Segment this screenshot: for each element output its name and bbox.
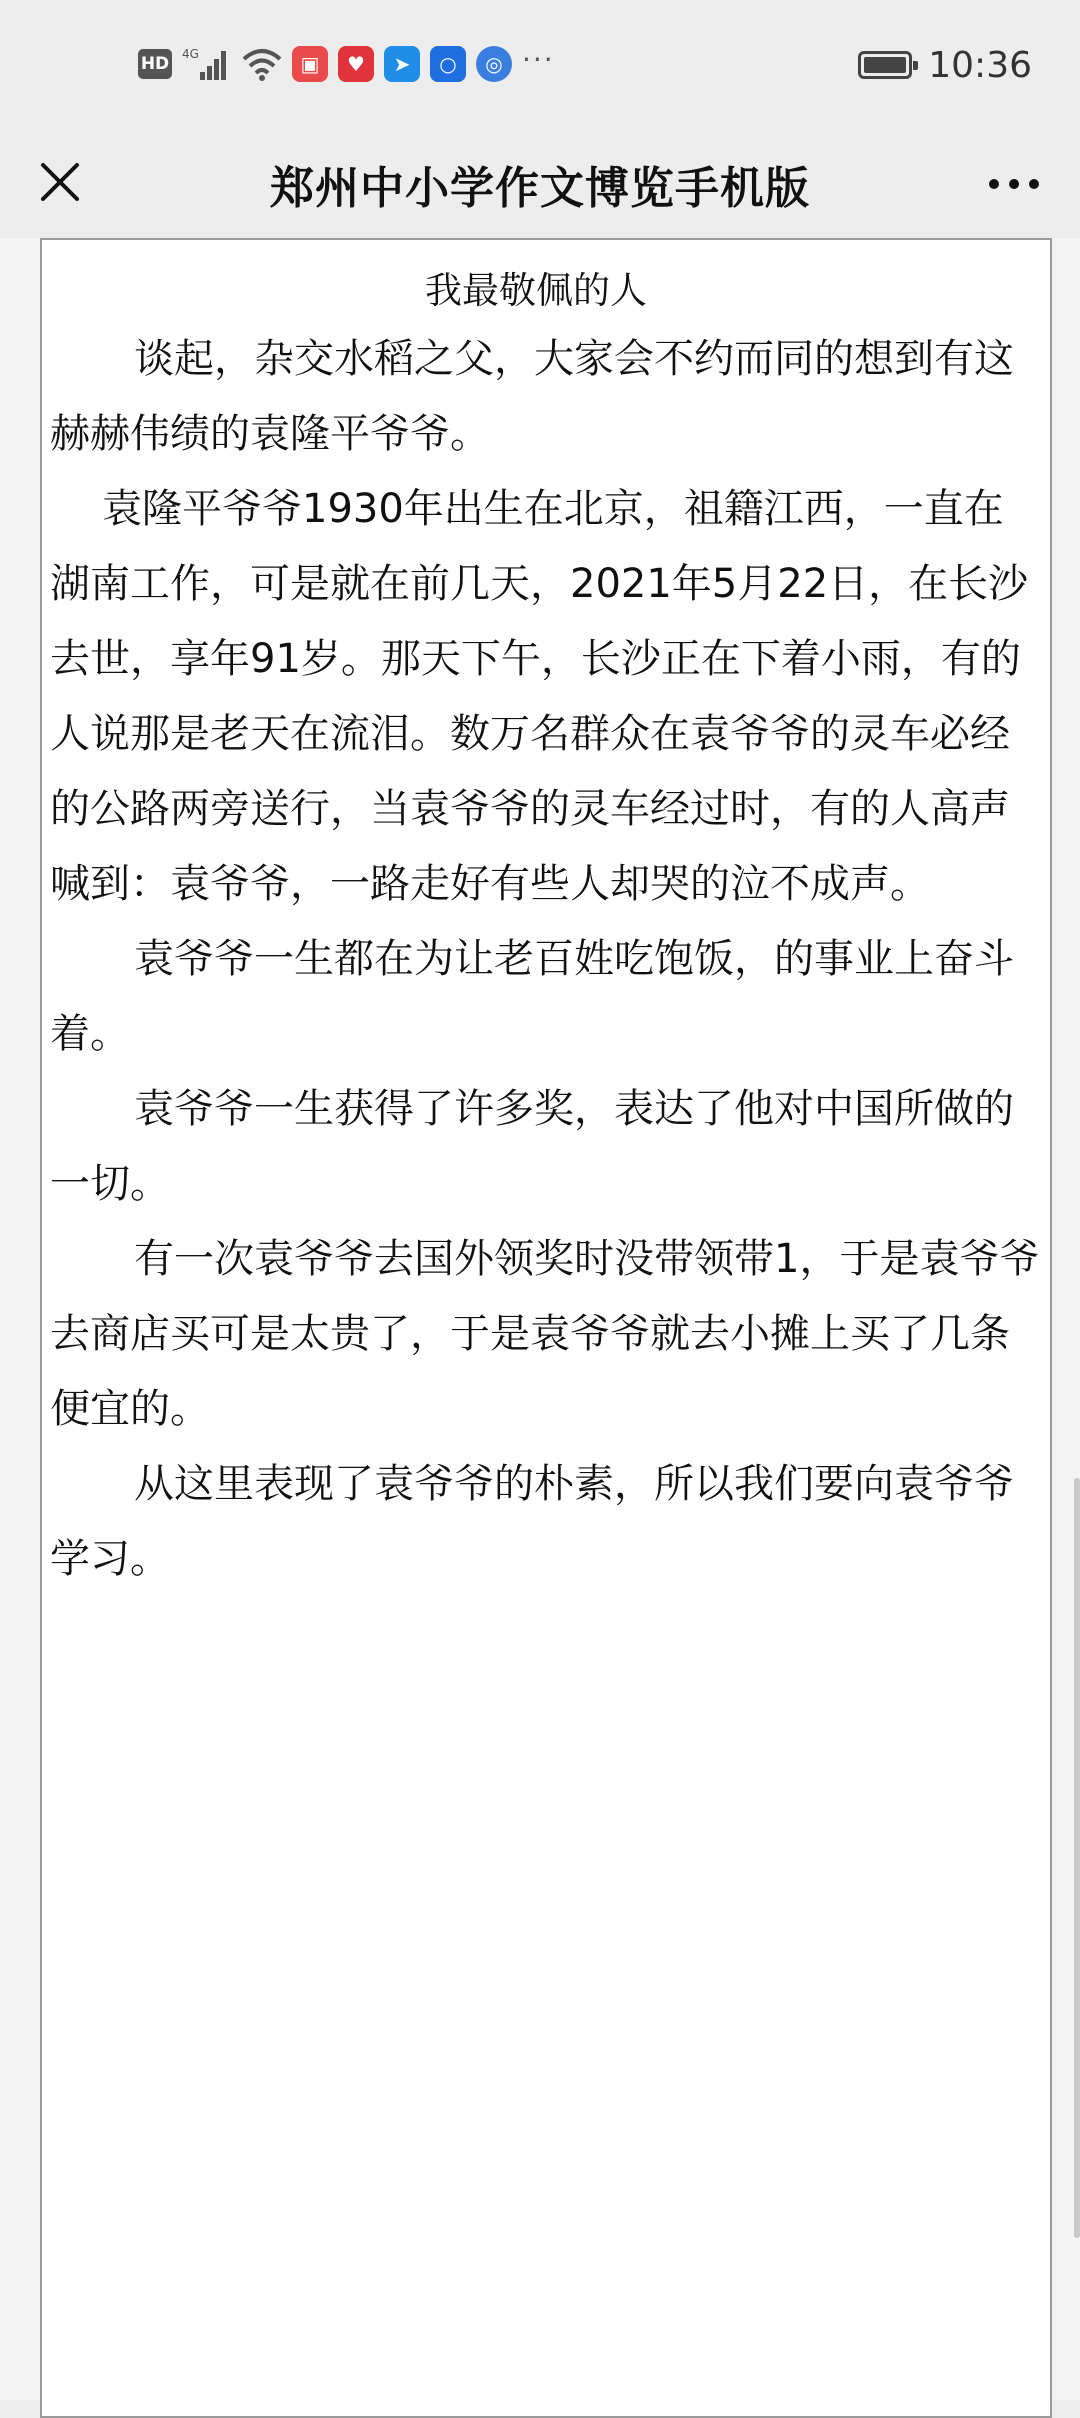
article-paragraph: 袁隆平爷爷1930年出生在北京，祖籍江西，一直在湖南工作，可是就在前几天，2021年5月22日，在长沙去世，享年91岁。那天下午，长沙正在下着小雨，有的人说那是老天在流泪。数万名群众在袁爷爷的灵车必经的公路两旁送行，当袁爷爷的灵车经过时，有的人高声喊到：袁爷爷，一路走好有些人却哭的泣不成声。 xyxy=(50,486,1029,907)
huawei-app-icon: ▣ xyxy=(292,46,328,82)
article-frame xyxy=(40,238,1052,2418)
dot-icon xyxy=(1029,179,1039,189)
dot-icon xyxy=(989,179,999,189)
battery-icon xyxy=(858,51,912,79)
nav-bar xyxy=(0,130,1080,238)
status-bar xyxy=(0,0,1080,130)
scrollbar[interactable] xyxy=(1074,1478,1080,2238)
article-paragraph: 袁爷爷一生都在为让老百姓吃饱饭，的事业上奋斗着。 xyxy=(50,936,1014,1057)
status-time: 10:36 xyxy=(928,44,1032,86)
more-notifications-icon: ··· xyxy=(522,42,555,76)
cellular-signal-icon xyxy=(182,46,232,82)
article-paragraph: 谈起，杂交水稻之父，大家会不约而同的想到有这赫赫伟绩的袁隆平爷爷。 xyxy=(50,336,1014,457)
heart-app-icon: ♥ xyxy=(338,46,374,82)
close-icon xyxy=(40,162,80,202)
content-area[interactable] xyxy=(0,238,1080,2400)
more-options-button[interactable] xyxy=(976,152,1052,216)
article-title: 我最敬佩的人 xyxy=(425,269,647,312)
status-right xyxy=(858,40,1032,90)
article-paragraph: 有一次袁爷爷去国外领奖时没带领带1，于是袁爷爷去商店买可是太贵了，于是袁爷爷就去小摊上买了几条便宜的。 xyxy=(50,1236,1040,1432)
status-icons xyxy=(138,40,565,88)
network-type-label: 4G xyxy=(182,47,199,61)
article-paragraph: 从这里表现了袁爷爷的朴素，所以我们要向袁爷爷学习。 xyxy=(50,1461,1014,1582)
dot-icon xyxy=(1009,179,1019,189)
wifi-icon xyxy=(242,47,282,81)
page-title: 郑州中小学作文博览手机版 xyxy=(270,163,810,214)
article-paragraph: 袁爷爷一生获得了许多奖，表达了他对中国所做的一切。 xyxy=(50,1086,1014,1207)
article-body xyxy=(42,322,1050,1597)
hd-icon: HD xyxy=(138,49,172,79)
bulb-app-icon: ○ xyxy=(430,46,466,82)
close-button[interactable] xyxy=(28,150,92,214)
feishu-app-icon: ➤ xyxy=(384,46,420,82)
globe-app-icon: ◎ xyxy=(476,46,512,82)
